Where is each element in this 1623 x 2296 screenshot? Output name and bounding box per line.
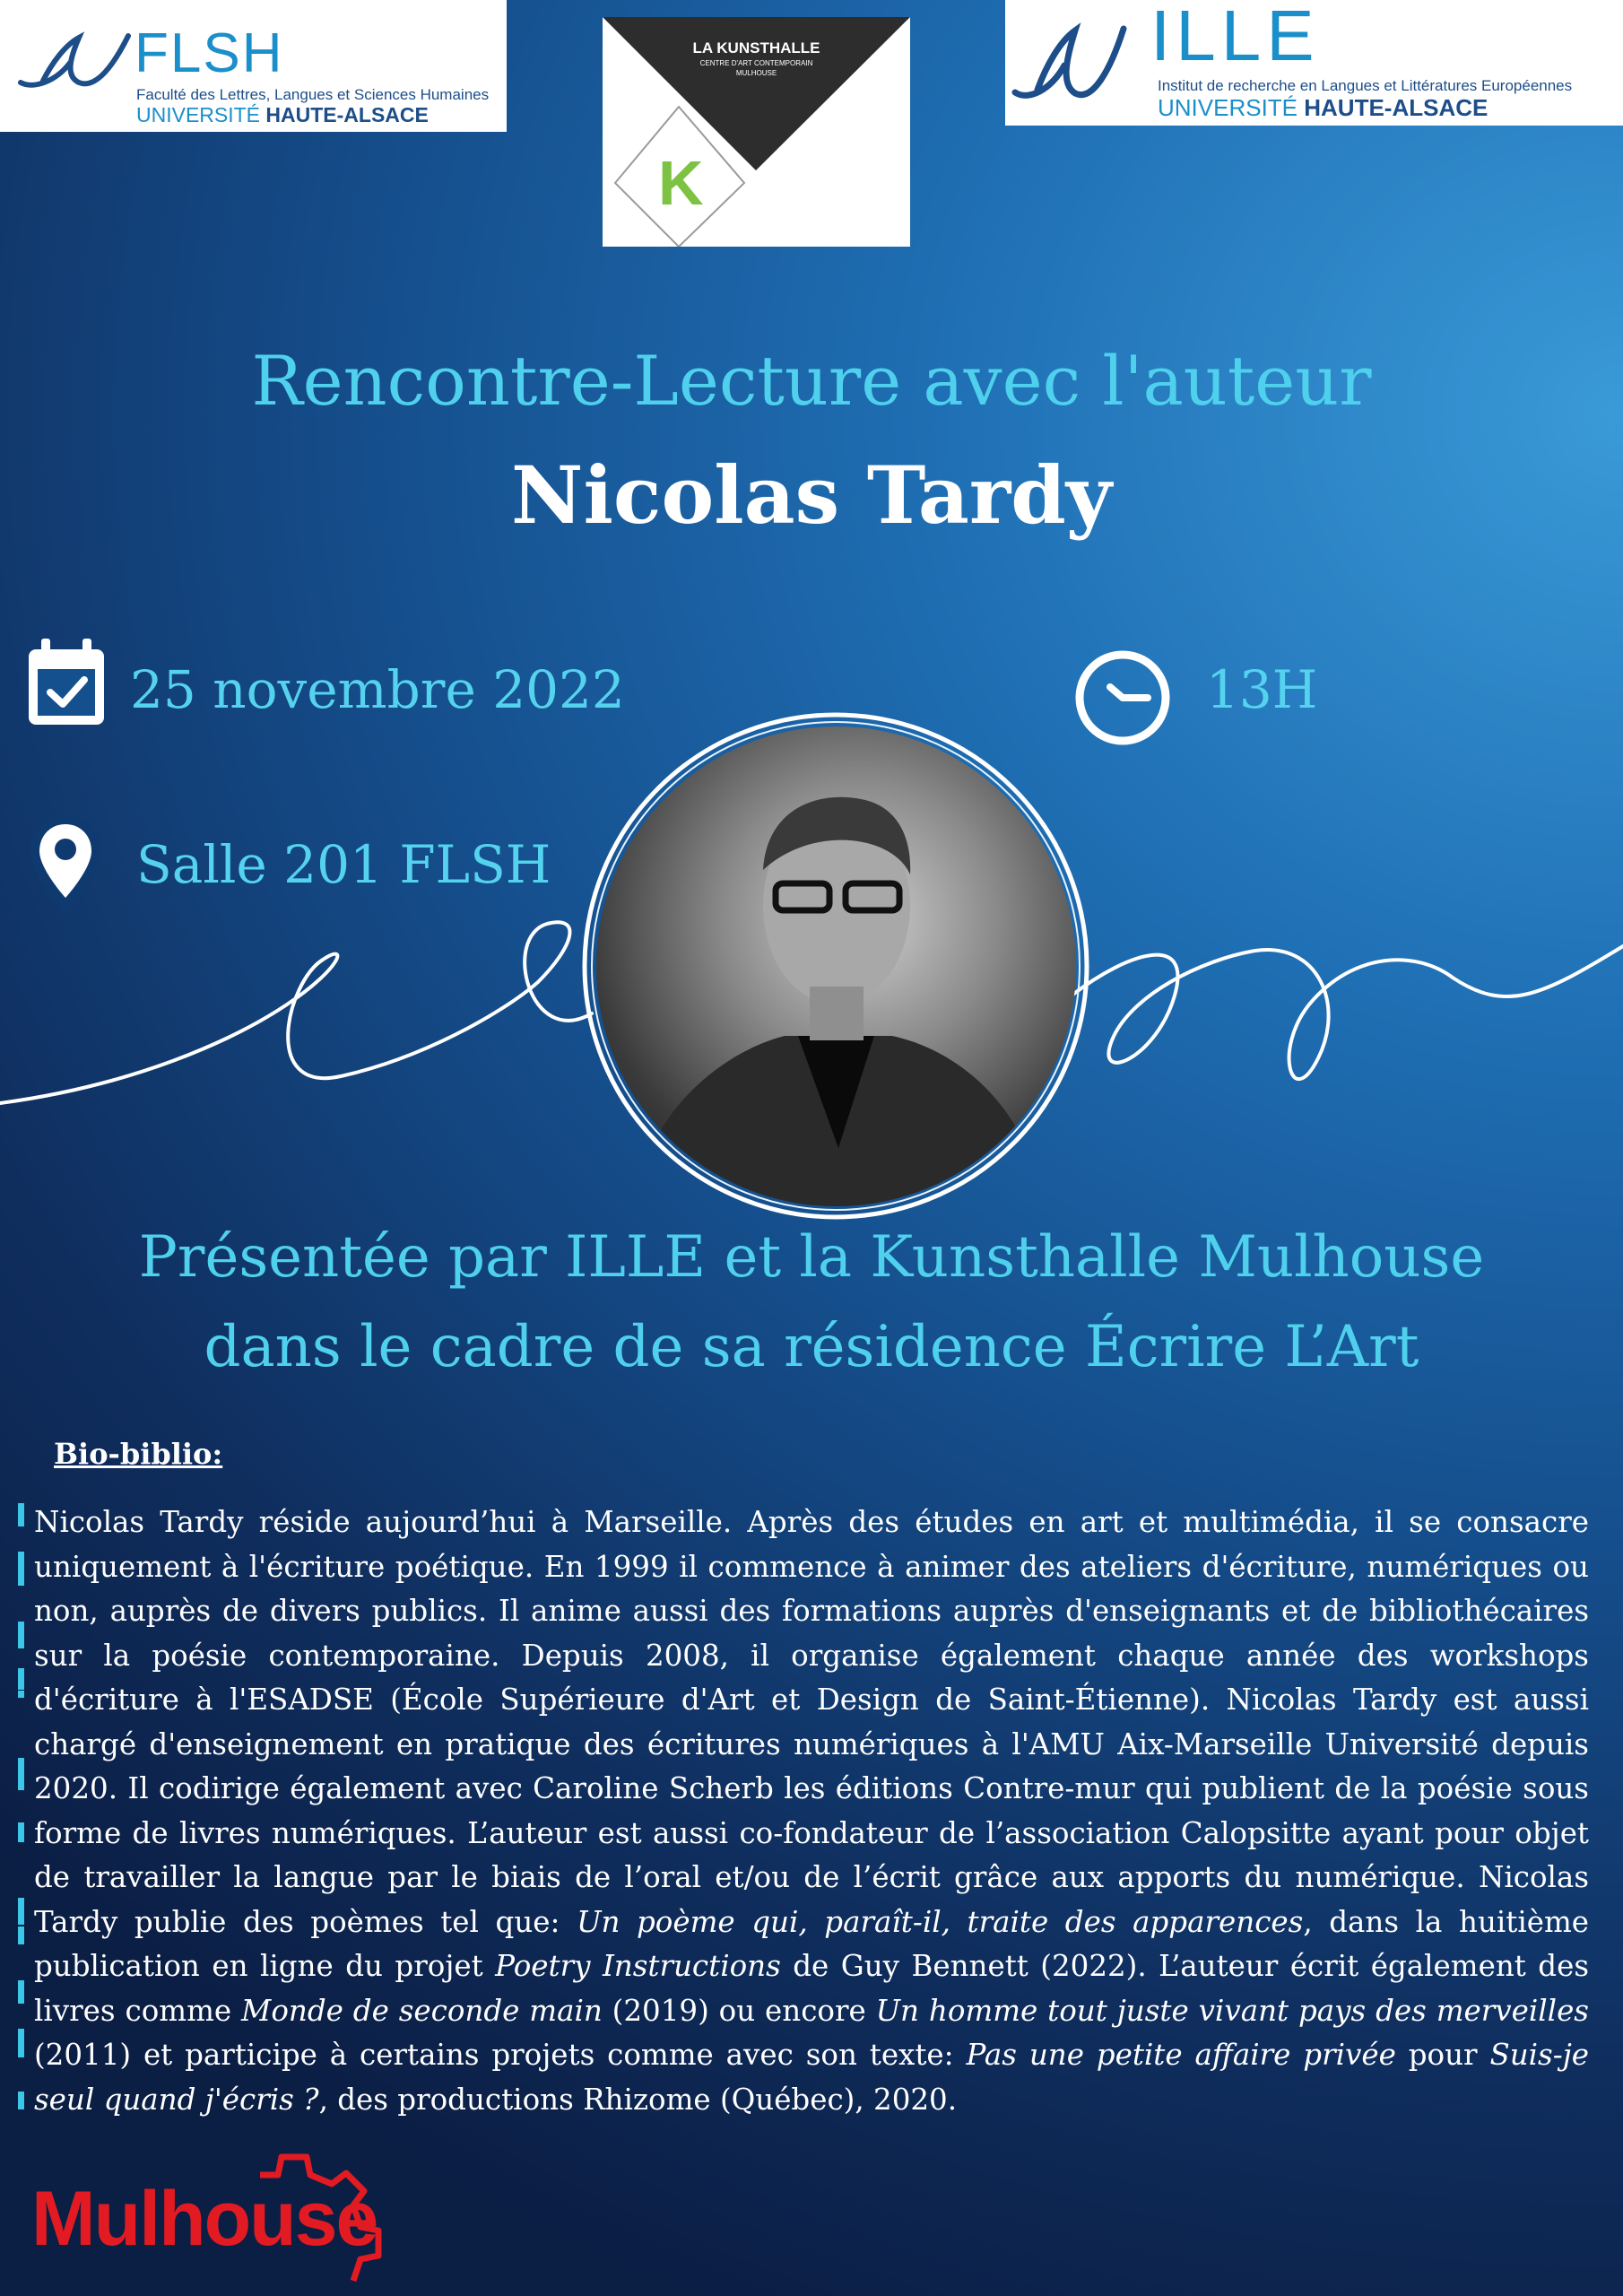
event-title: Rencontre-Lecture avec l'auteur — [251, 341, 1372, 421]
kunsthalle-logo-line2: MULHOUSE — [735, 69, 777, 77]
event-time: 13H — [1206, 659, 1318, 720]
presented-by-line2: dans le cadre de sa résidence Écrire L’Art — [204, 1314, 1419, 1380]
calendar-check-icon — [25, 637, 108, 730]
work-title: Un poème qui, paraît-il, traite des apparences — [577, 1904, 1304, 1939]
work-title: Un homme tout juste vivant pays des merveilles — [875, 1993, 1589, 2028]
ille-logo-subtitle: Institut de recherche en Langues et Littératures Européennes — [1158, 77, 1573, 94]
flsh-logo-name: FLSH — [135, 22, 284, 84]
bio-paragraph: Nicolas Tardy réside aujourd’hui à Marseille. Après des études en art et multimédia, il se consacre uniquement à l'écriture poétique. En 1999 il commence à animer des ateliers d'écriture, numériques ou non, auprès de divers publics. Il anime aussi des formations auprès d'enseignants et de bibliothécaires sur la poésie contemporaine. Depuis 2008, il organise également chaque année des workshops d'écriture à l'ESADSE (École Supérieure d'Art et Design de Saint-Étienne). Nicolas Tardy est aussi chargé d'enseignement en pratique des écritures numériques à l'AMU Aix-Marseille Université depuis 2020. Il codirige également avec Caroline Scherb les éditions Contre-mur qui publient de la poésie sous forme de livres numériques. L’auteur est aussi co-fondateur de l’association Calopsitte ayant pour objet de travailler la langue par le biais de l’oral et/ou de l’écrit grâce aux apports du numérique. Nicolas Tardy publie des poèmes tel que: Un poème qui, paraît-il, traite des apparences, dans la huitième publication en ligne du projet Poetry Instructions de Guy Bennett (2022). L’auteur écrit également des livres comme Monde de seconde main (2019) ou encore Un homme tout juste vivant pays des merveilles (2011) et participe à certains projets comme avec son texte: Pas une petite affaire privée pour Suis-je seul quand j'écris ?, des productions Rhizome (Québec), 2020. — [34, 1505, 1590, 2117]
uha-mark-icon — [16, 27, 133, 99]
text-bar-decoration — [18, 1691, 24, 1698]
work-title: Pas une petite affaire privée — [966, 2038, 1396, 2072]
ille-logo — [1005, 0, 1623, 126]
text-bar-decoration — [18, 1552, 24, 1586]
speaker-name: Nicolas Tardy — [511, 448, 1112, 542]
text-bar-decoration — [18, 1668, 24, 1690]
mulhouse-logo: Mulhouse — [31, 2176, 378, 2262]
text-bar-decoration — [18, 1822, 24, 1842]
text-bar-decoration — [18, 2029, 24, 2057]
text-bar-decoration — [18, 1622, 24, 1648]
flsh-logo — [0, 0, 507, 132]
event-date: 25 novembre 2022 — [130, 659, 625, 720]
flsh-logo-subtitle: Faculté des Lettres, Langues et Sciences Humaines — [136, 86, 490, 103]
kunsthalle-logo — [603, 17, 910, 247]
ille-logo-name: ILLE — [1150, 0, 1320, 75]
uha-mark-icon — [1011, 16, 1127, 119]
kunsthalle-logo-name: LA KUNSTHALLE — [692, 39, 820, 57]
text-bar-decoration — [18, 1898, 24, 1925]
work-title: Suis-je seul quand j'écris ? — [34, 2038, 1589, 2117]
text-bar-decoration — [18, 1758, 24, 1790]
kunsthalle-k-letter: K — [658, 148, 704, 218]
author-portrait-photo — [596, 726, 1076, 1206]
ille-logo-university: UNIVERSITÉ HAUTE-ALSACE — [1158, 94, 1488, 121]
text-bar-decoration — [18, 1503, 24, 1526]
work-title: Monde de seconde main — [241, 1993, 603, 2028]
presented-by-line1: Présentée par ILLE et la Kunsthalle Mulhouse — [138, 1224, 1485, 1291]
event-venue: Salle 201 FLSH — [136, 834, 551, 895]
map-pin-icon — [27, 812, 104, 919]
work-title: Poetry Instructions — [495, 1949, 781, 1983]
text-bar-decoration — [18, 1926, 24, 1944]
text-bar-decoration — [18, 1980, 24, 2004]
bio-heading: Bio-biblio: — [54, 1437, 223, 1471]
text-bar-decoration — [18, 2092, 24, 2109]
flsh-logo-university: UNIVERSITÉ HAUTE-ALSACE — [136, 103, 429, 126]
kunsthalle-logo-line1: CENTRE D'ART CONTEMPORAIN — [699, 59, 813, 67]
author-silhouette — [596, 726, 1076, 1206]
